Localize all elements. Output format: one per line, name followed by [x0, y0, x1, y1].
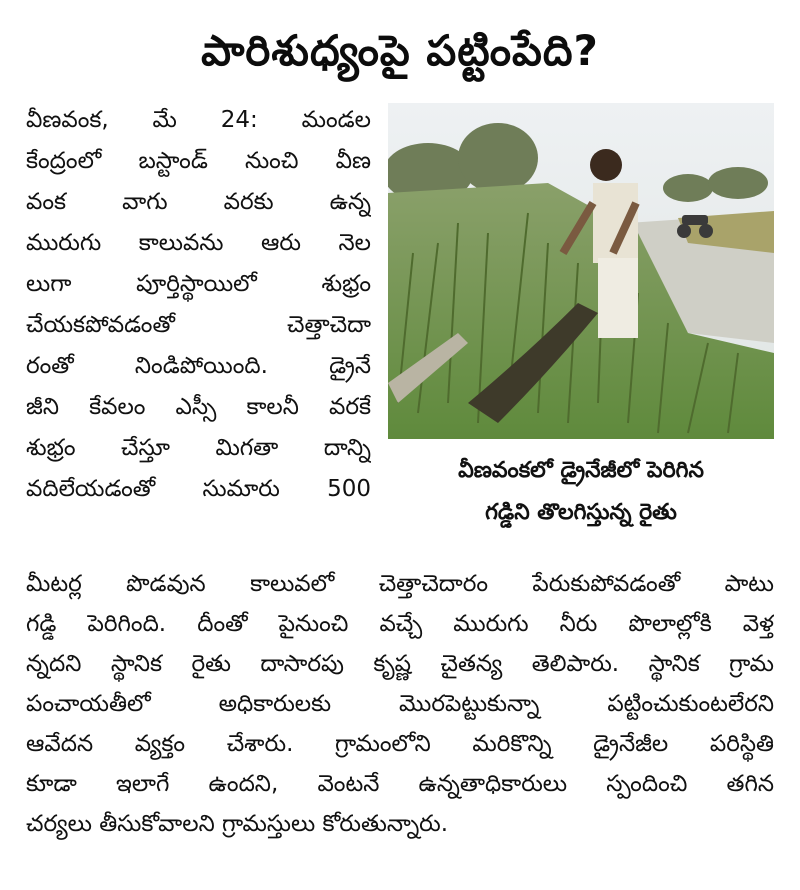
body-line: కేంద్రంలో బస్టాండ్ నుంచి వీణ — [26, 148, 371, 174]
article-headline: పారిశుధ్యంపై పట్టింపేది? — [201, 26, 599, 75]
caption-line: గడ్డిని తొలగిస్తున్న రైతు — [485, 500, 677, 525]
body-line: మీటర్ల పొడవున కాలువలో చెత్తాచెదారం పేరుకుపోవడంతో పాటు — [26, 571, 774, 597]
body-line: న్నదని స్థానిక రైతు దాసారపు కృష్ణ చైతన్య తెలిపారు. స్థానిక గ్రామ — [26, 651, 774, 677]
body-line: గడ్డి పెరిగింది. దీంతో పైనుంచి వచ్చే మురుగు నీరు పొలాల్లోకి వెళ్త — [26, 611, 774, 637]
body-line: శుభ్రం చేస్తూ మిగతా దాన్ని — [26, 435, 371, 461]
body-line: చర్యలు తీసుకోవాలని గ్రామస్తులు కోరుతున్నారు. — [26, 811, 449, 837]
body-line: చేయకపోవడంతో చెత్తాచెదా — [26, 312, 371, 338]
body-line: జీని కేవలం ఎస్సీ కాలనీ వరకే — [26, 394, 371, 420]
body-line: కూడా ఇలాగే ఉందని, వెంటనే ఉన్నతాధికారులు స్పందించి తగిన — [26, 771, 774, 797]
photo-caption — [388, 450, 774, 534]
article-body-column — [26, 100, 371, 510]
body-line: రంతో నిండిపోయింది. డ్రైనే — [26, 353, 371, 379]
body-line: ఆవేదన వ్యక్తం చేశారు. గ్రామంలోని మరికొన్ని డ్రైనేజీల పరిస్థితి — [26, 731, 774, 757]
farmer-clearing-drain-photo — [388, 103, 774, 439]
body-line: మురుగు కాలువను ఆరు నెల — [26, 230, 371, 256]
caption-line: వీణవంకలో డ్రైనేజీలో పెరిగిన — [458, 458, 704, 483]
body-line: వంక వాగు వరకు ఉన్న — [26, 189, 371, 215]
article-body-full — [26, 564, 774, 844]
body-line: వదిలేయడంతో సుమారు 500 — [26, 476, 371, 502]
body-line: పంచాయతీలో అధికారులకు మొరపెట్టుకున్నా పట్టించుకుంటలేరని — [26, 691, 774, 717]
body-line: లుగా పూర్తిస్థాయిలో శుభ్రం — [26, 271, 371, 297]
body-line: వీణవంక, మే 24: మండల — [26, 107, 371, 133]
